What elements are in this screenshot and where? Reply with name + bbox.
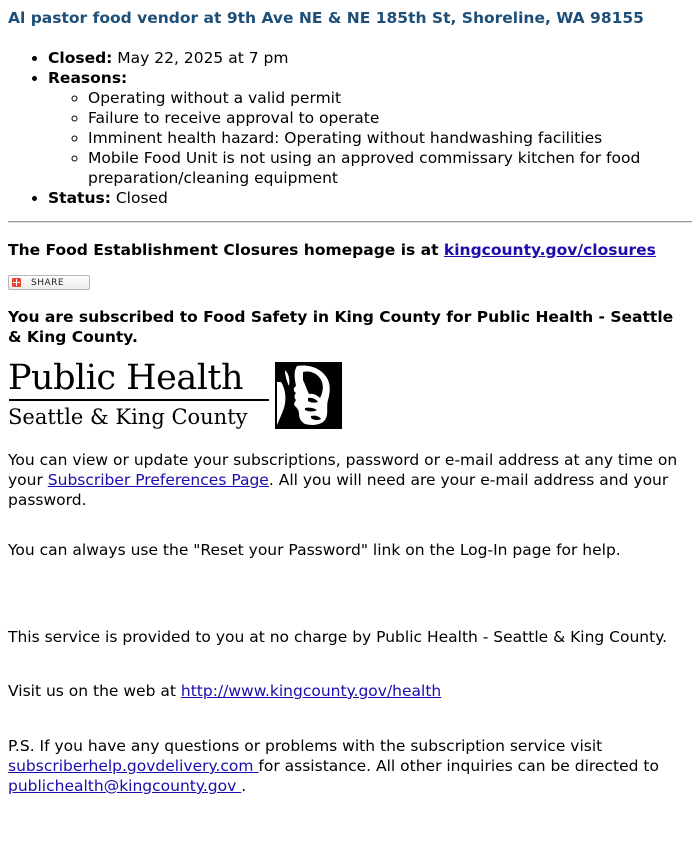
- website-paragraph: [8, 681, 692, 701]
- share-label: SHARE: [31, 277, 65, 288]
- face-profile-icon: [275, 362, 342, 429]
- preferences-text: You can view or update your subscriptions, password or e-mail address at any time on your: [8, 451, 678, 489]
- subscription-notice: You are subscribed to Food Safety in King County for Public Health - Seattle & King County.: [8, 308, 674, 346]
- logo-subtitle: Seattle & King County: [8, 405, 248, 429]
- ps-text: P.S. If you have any questions or problems with the subscription service visit: [8, 737, 603, 755]
- homepage-line: [8, 240, 692, 260]
- closure-details-list: [8, 48, 700, 208]
- logo-underline: [9, 399, 269, 401]
- closed-label: Closed:: [48, 49, 113, 67]
- divider: [8, 221, 692, 223]
- reason-item: ◦ Imminent health hazard: Operating without handwashing facilities: [88, 128, 700, 148]
- subscriber-preferences-link[interactable]: Subscriber Preferences Page: [47, 471, 269, 489]
- ps-text-end: .: [241, 777, 247, 795]
- logo-title: Public Health: [8, 358, 244, 398]
- status-value: Closed: [110, 189, 168, 207]
- plus-icon: [12, 278, 21, 287]
- reasons-list: [48, 88, 700, 188]
- closures-homepage-link[interactable]: kingcounty.gov/closures: [443, 241, 656, 259]
- health-website-link[interactable]: http://www.kingcounty.gov/health: [180, 682, 442, 700]
- subscriber-help-link[interactable]: subscriberhelp.govdelivery.com: [8, 757, 259, 775]
- public-health-logo: [8, 358, 344, 432]
- closure-heading: Al pastor food vendor at 9th Ave NE & NE 185th St, Shoreline, WA 98155: [8, 9, 644, 27]
- reasons-item: [48, 68, 700, 188]
- status-label: Status:: [48, 189, 111, 207]
- reason-item: ◦ Failure to receive approval to operate: [88, 108, 700, 128]
- reason-item: ◦ Mobile Food Unit is not using an approved commissary kitchen for food preparation/cleaning equipment: [88, 148, 700, 188]
- reason-item: ◦ Operating without a valid permit: [88, 88, 700, 108]
- public-health-email-link[interactable]: publichealth@kingcounty.gov: [8, 777, 242, 795]
- service-paragraph: This service is provided to you at no charge by Public Health - Seattle & King County.: [8, 628, 668, 646]
- closed-item: [48, 48, 700, 68]
- homepage-text: The Food Establishment Closures homepage is at: [8, 241, 444, 259]
- reset-password-paragraph: You can always use the "Reset your Password" link on the Log-In page for help.: [8, 541, 621, 559]
- reasons-label: Reasons:: [48, 69, 128, 87]
- share-button[interactable]: [8, 275, 90, 290]
- preferences-text-end: . All you will need are your e-mail address and your password.: [8, 471, 669, 509]
- status-item: [48, 188, 700, 208]
- website-text: Visit us on the web at: [8, 682, 181, 700]
- preferences-paragraph: [8, 450, 692, 510]
- closed-value: May 22, 2025 at 7 pm: [112, 49, 289, 67]
- ps-text-middle: for assistance. All other inquiries can be directed to: [258, 757, 659, 775]
- ps-paragraph: [8, 736, 692, 796]
